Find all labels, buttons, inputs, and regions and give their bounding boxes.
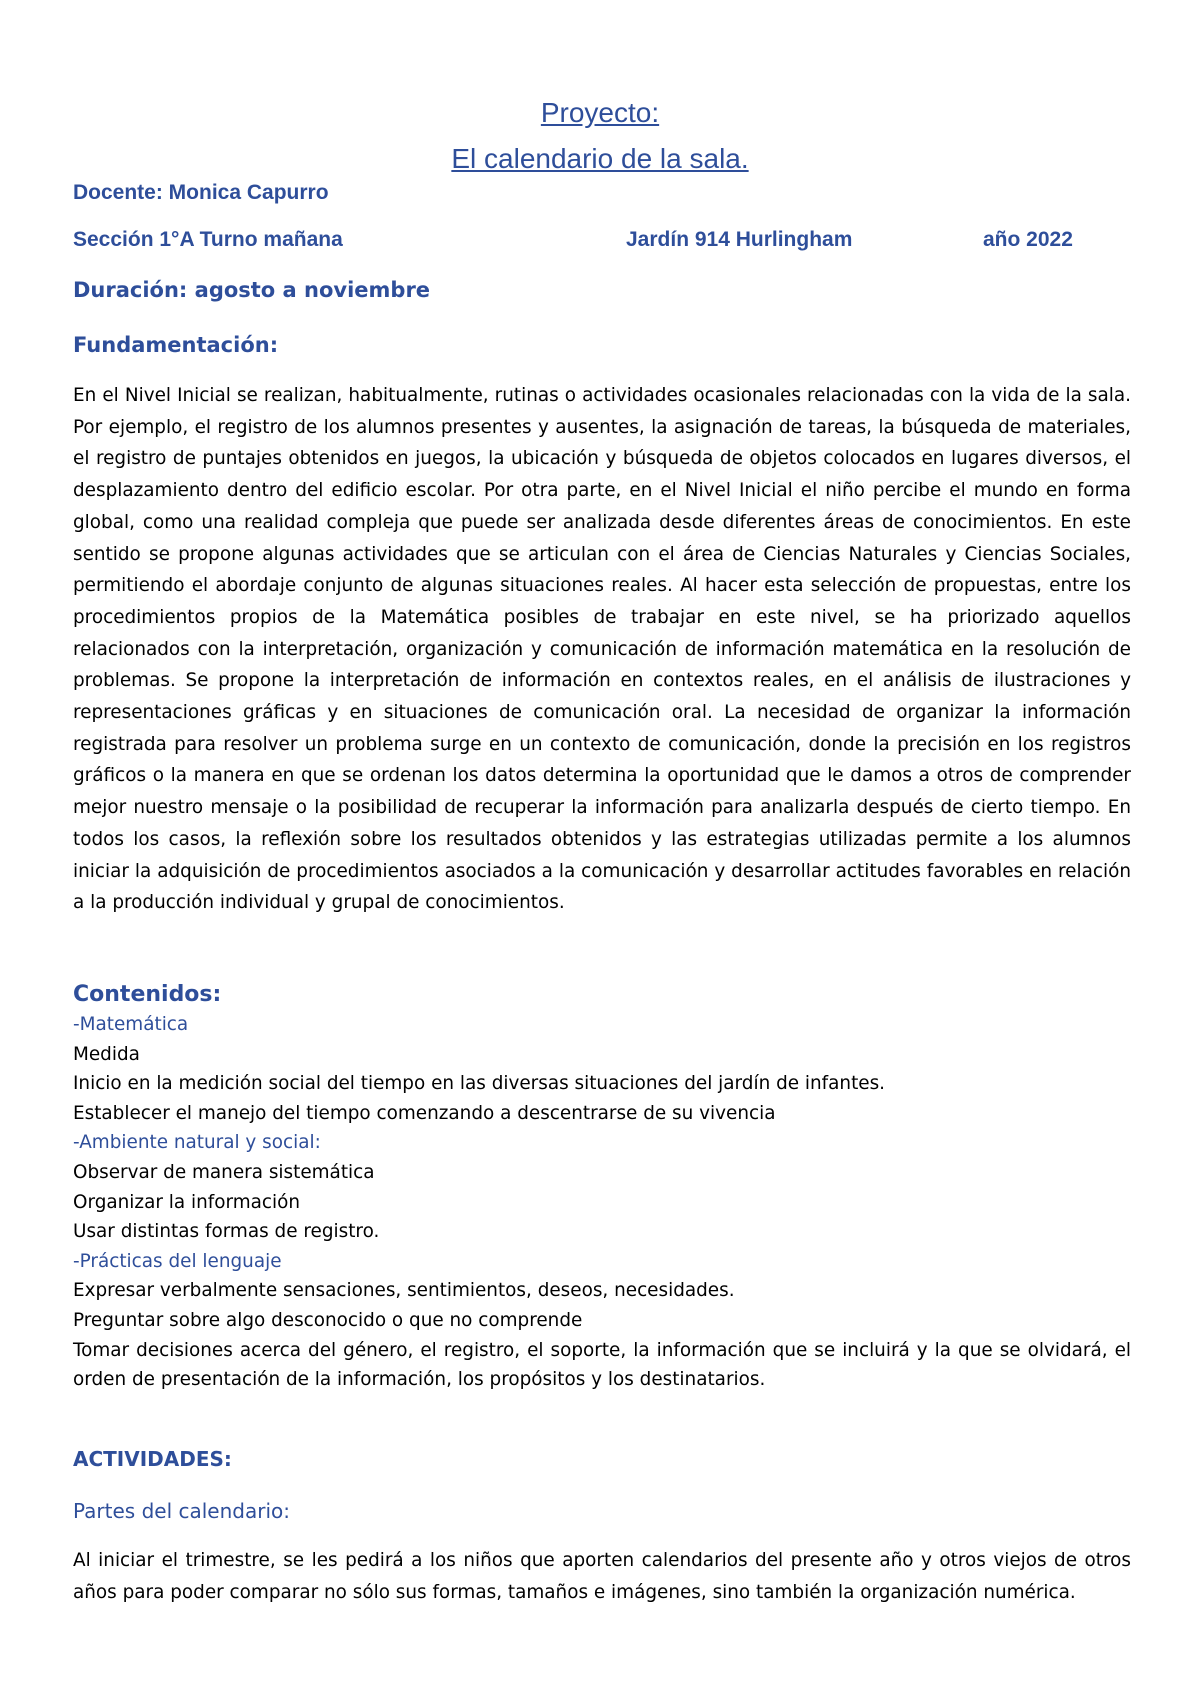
title-line-2: El calendario de la sala. — [451, 143, 749, 174]
contenido-item: Tomar decisiones acerca del género, el registro, el soporte, la información que se incluirá y la que se olvidará, el orden de presentación de la información, los propósitos y los destinatarios. — [73, 1339, 1131, 1391]
title-line-1: Proyecto: — [540, 97, 660, 128]
contenidos-heading: Contenidos: — [73, 982, 222, 1007]
fundamentacion-paragraph: En el Nivel Inicial se realizan, habitualmente, rutinas o actividades ocasionales relacionadas con la vida de la sala. Por ejemplo, el registro de los alumnos presentes y ausentes, la asignación de tareas, la búsqueda de materiales, el registro de puntajes obtenidos en juegos, la ubicación y búsqueda de objetos colocados en lugares diversos, el desplazamiento dentro del edificio escolar. Por otra parte, en el Nivel Inicial el niño percibe el mundo en forma global, como una realidad compleja que puede ser analizada desde diferentes áreas de conocimientos. En este sentido se propone algunas actividades que se articulan con el área de Ciencias Naturales y Ciencias Sociales, permitiendo el abordaje conjunto de algunas situaciones reales. Al hacer esta selección de propuestas, entre los procedimientos propios de la Matemática posibles de trabajar en este nivel, se ha priorizado aquellos relacionados con la interpretación, organización y comunicación de información matemática en la resolución de problemas. Se propone la interpretación de información en contextos reales, en el análisis de ilustraciones y representaciones gráficas y en situaciones de comunicación oral. La necesidad de organizar la información registrada para resolver un problema surge en un contexto de comunicación, donde la precisión en los registros gráficos o la manera en que se ordenan los datos determina la oportunidad que le damos a otros de comprender mejor nuestro mensaje o la posibilidad de recuperar la información para analizarla después de cierto tiempo. En todos los casos, la reflexión sobre los resultados obtenidos y las estrategias utilizadas permite a los alumnos iniciar la adquisición de procedimientos asociados a la comunicación y desarrollar actitudes favorables en relación a la producción individual y grupal de conocimientos. — [73, 385, 1131, 914]
contenido-item: -Prácticas del lenguaje — [73, 1250, 282, 1272]
contenido-item: Inicio en la medición social del tiempo en las diversas situaciones del jardín de infantes. — [73, 1073, 886, 1095]
contenido-item: Preguntar sobre algo desconocido o que no comprende — [73, 1309, 583, 1331]
actividades-heading: ACTIVIDADES: — [73, 1447, 232, 1471]
jardin-label: Jardín 914 Hurlingham — [626, 228, 853, 251]
contenido-item: Usar distintas formas de registro. — [73, 1221, 380, 1243]
contenido-item: Organizar la información — [73, 1191, 301, 1213]
partes-heading: Partes del calendario: — [73, 1499, 290, 1523]
contenido-item: Establecer el manejo del tiempo comenzando a descentrarse de su vivencia — [73, 1102, 776, 1124]
contenido-item: Observar de manera sistemática — [73, 1161, 375, 1183]
duracion-heading: Duración: agosto a noviembre — [73, 278, 431, 302]
anio-label: año 2022 — [983, 228, 1073, 251]
seccion-label: Sección 1°A Turno mañana — [73, 228, 343, 251]
contenido-item: Expresar verbalmente sensaciones, sentimientos, deseos, necesidades. — [73, 1280, 735, 1302]
contenido-item: Medida — [73, 1043, 140, 1065]
contenido-item: -Matemática — [73, 1014, 189, 1035]
fundamentacion-heading: Fundamentación: — [73, 333, 279, 357]
contenidos-list — [73, 1010, 1131, 1395]
contenido-item: -Ambiente natural y social: — [73, 1132, 321, 1154]
partes-paragraph: Al iniciar el trimestre, se les pedirá a los niños que aporten calendarios del presente año y otros viejos de otros años para poder comparar no sólo sus formas, tamaños e imágenes, sino también la organización numérica. — [73, 1550, 1131, 1603]
docente-label: Docente: Monica Capurro — [73, 181, 329, 204]
